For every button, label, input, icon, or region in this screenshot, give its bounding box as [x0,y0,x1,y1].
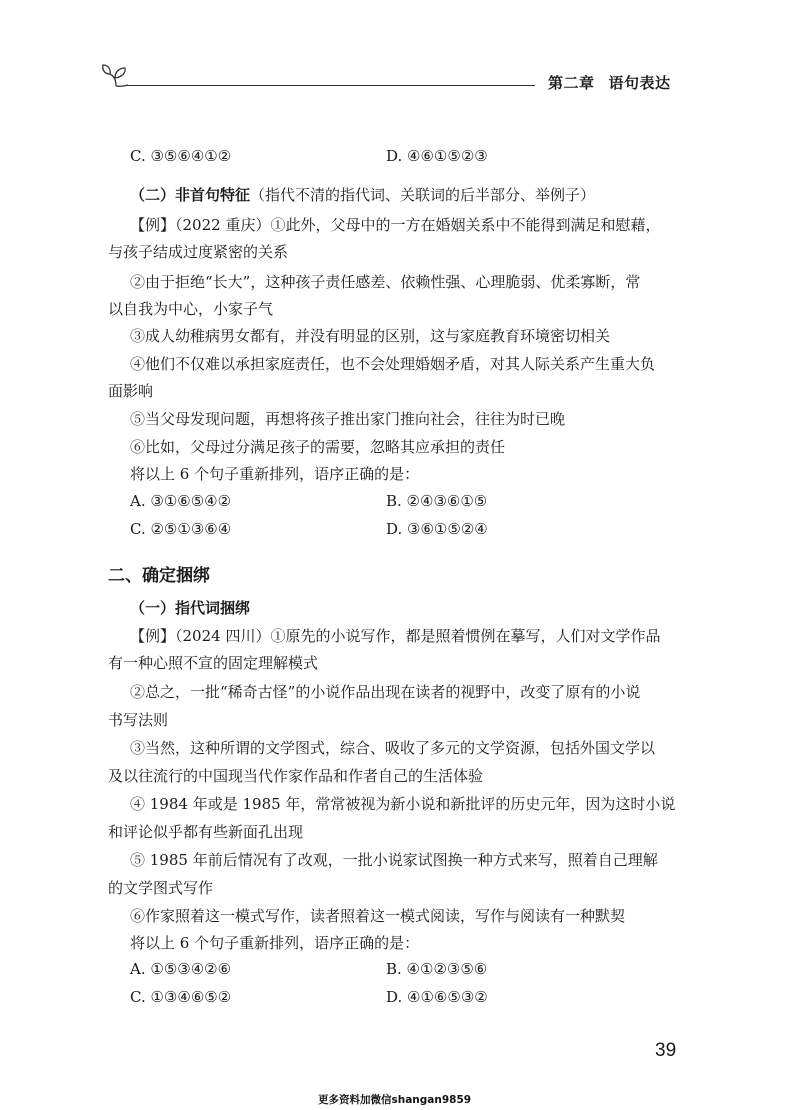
example2-sentence-5: ⑤ 1985 年前后情况有了改观，一批小说家试图换一种方式来写，照着自己理解 [130,851,658,869]
example2-sentence-3: ③当然，这种所谓的文学图式，综合、吸收了多元的文学资源，包括外国文学以 [130,739,656,757]
example1-sentence-1: 【例】（2022 重庆）①此外，父母中的一方在婚姻关系中不能得到满足和慰藉， [130,216,661,234]
example2-sentence-2-cont: 书写法则 [108,711,169,729]
subsection-heading-non-first [130,185,595,205]
example1-sentence-4-cont: 面影响 [108,382,154,400]
example2-sentence-5-cont: 的文学图式写作 [108,879,214,897]
subsection-heading-note: （指代不清的指代词、关联词的后半部分、举例子） [250,186,596,204]
subsection-heading-bold: （二）非首句特征 [130,186,251,204]
example1-option-b: B. ②④③⑥①⑤ [386,492,488,510]
chapter-number: 第二章 [548,74,595,92]
header-rule [127,85,535,86]
chapter-title: 语句表达 [608,74,671,92]
example2-sentence-1-cont: 有一种心照不宣的固定理解模式 [108,654,319,672]
example1-sentence-2-cont: 以自我为中心，小家子气 [108,300,274,318]
footer-watermark: 更多资料加微信shangan9859 [318,1094,472,1106]
example2-option-a: A. ①⑤③④②⑥ [130,960,232,978]
top-option-c: C. ③⑤⑥④①② [130,147,232,165]
example1-option-a: A. ③①⑥⑤④② [130,492,232,510]
example1-sentence-2: ②由于拒绝“长大”，这种孩子责任感差、依赖性强、心理脆弱、优柔寡断，常 [130,273,641,291]
chapter-header [548,72,671,93]
section-title: 二、确定捆绑 [108,566,210,586]
example2-option-c: C. ①③④⑥⑤② [130,988,232,1006]
example2-sentence-4-cont: 和评论似乎都有些新面孔出现 [108,823,304,841]
example2-sentence-4: ④ 1984 年或是 1985 年，常常被视为新小说和新批评的历史元年，因为这时小说 [130,795,676,813]
example1-question: 将以上 6 个句子重新排列，语序正确的是： [130,465,420,483]
example1-option-c: C. ②⑤①③⑥④ [130,520,232,538]
top-option-d: D. ④⑥①⑤②③ [386,147,488,165]
example1-sentence-5: ⑤当父母发现问题，再想将孩子推出家门推向社会，往往为时已晚 [130,410,566,428]
example1-option-d: D. ③⑥①⑤②④ [386,520,488,538]
example2-sentence-2: ②总之，一批“稀奇古怪”的小说作品出现在读者的视野中，改变了原有的小说 [130,683,641,701]
example2-sentence-3-cont: 及以往流行的中国现当代作家作品和作者自己的生活体验 [108,767,484,785]
example2-question: 将以上 6 个句子重新排列，语序正确的是： [130,934,420,952]
example2-option-d: D. ④①⑥⑤③② [386,988,488,1006]
example2-sentence-6: ⑥作家照着这一模式写作，读者照着这一模式阅读，写作与阅读有一种默契 [130,907,626,925]
example1-sentence-1-cont: 与孩子结成过度紧密的关系 [108,243,289,261]
sprout-icon [100,60,132,88]
page-number: 39 [655,1040,677,1061]
subsection-heading-pronoun: （一）指代词捆绑 [130,599,251,617]
example1-sentence-4: ④他们不仅难以承担家庭责任，也不会处理婚姻矛盾，对其人际关系产生重大负 [130,355,656,373]
example1-sentence-6: ⑥比如，父母过分满足孩子的需要，忽略其应承担的责任 [130,438,506,456]
example2-option-b: B. ④①②③⑤⑥ [386,960,488,978]
example2-sentence-1: 【例】（2024 四川）①原先的小说写作，都是照着惯例在摹写，人们对文学作品 [130,627,661,645]
example1-sentence-3: ③成人幼稚病男女都有，并没有明显的区别，这与家庭教育环境密切相关 [130,327,611,345]
